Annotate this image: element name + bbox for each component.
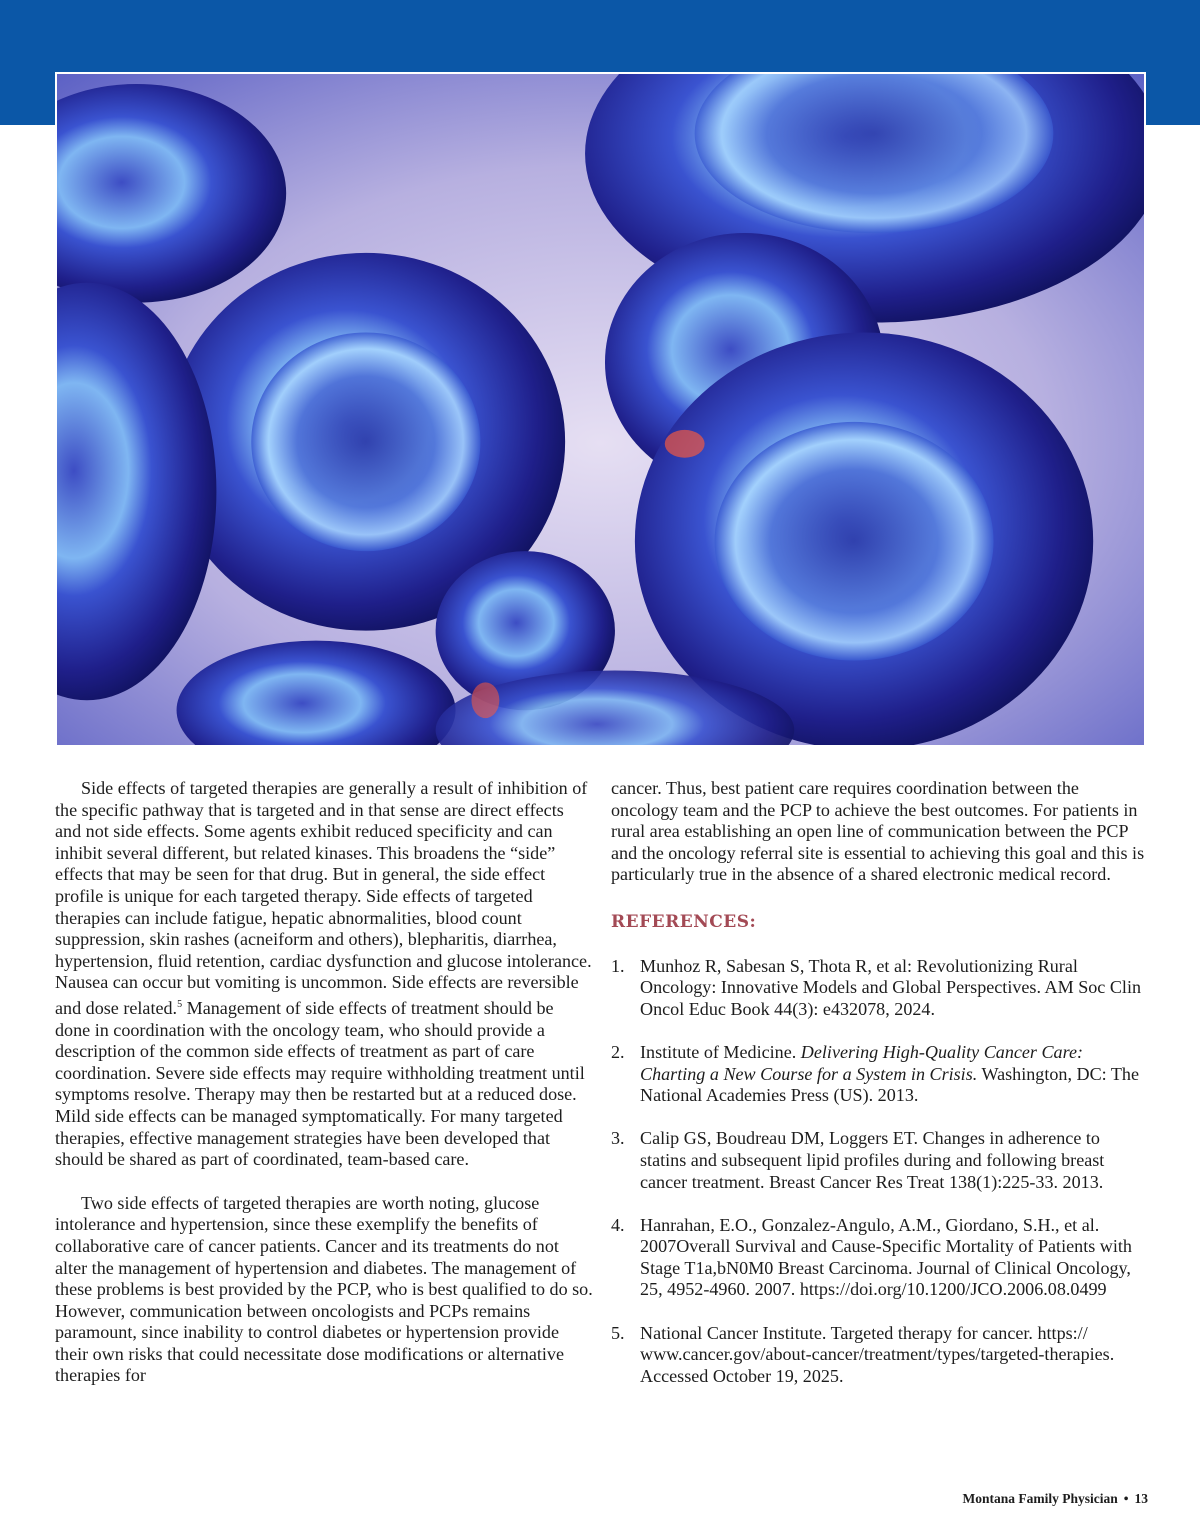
- left-column: [55, 778, 593, 1387]
- reference-item: 4. Hanrahan, E.O., Gonzalez-Angulo, A.M., Giordano, S.H., et al. 2007Overall Survival and Cause-Specific Mortality of Patients with Stage T1a,bN0M0 Breast Carcinoma. Journal of Clinical Oncology, 25, 4952-4960. 2007. https://doi.org/10.1200/JCO.2006.08.0499: [611, 1214, 1132, 1300]
- page-footer: [963, 1491, 1149, 1507]
- reference-item: 1. Munhoz R, Sabesan S, Thota R, et al: Revolutionizing Rural Oncology: Innovative Models and Global Perspectives. AM Soc Clin Oncol Educ Book 44(3): e432078, 2024.: [611, 955, 1142, 1019]
- footer-bullet: •: [1123, 1491, 1129, 1506]
- citation-superscript: 5: [177, 998, 183, 1010]
- body-paragraph-1-text: Side effects of targeted therapies are generally a result of inhibition of the specific pathway that is targeted and in that sense are direct effects and not side effects. Some agents exhibit reduced specificity and can inhibit several different, but related kinases. This broadens the “side” effects that may be seen for that drug. But in general, the side effect profile is unique for each targeted therapy. Side effects of targeted therapies can include fatigue, hepatic abnormalities, blood count suppression, skin rashes (acneiform and others), blepharitis, diarrhea, hypertension, fluid retention, cardiac dysfunction and glucose intolerance. Nausea can occur but vomiting is uncommon. Side effects are reversible and dose related.: [55, 778, 592, 1018]
- references-list: [611, 956, 1148, 1388]
- references-heading: REFERENCES:: [611, 911, 757, 932]
- publication-name: Montana Family Physician: [962, 1491, 1118, 1506]
- reference-item: 5. National Cancer Institute. Targeted therapy for cancer. https:// www.cancer.gov/about-cancer/treatment/types/targeted-therapies. Accessed October 19, 2025.: [611, 1322, 1115, 1386]
- cells-illustration-svg: [57, 74, 1144, 745]
- page-number: 13: [1134, 1491, 1148, 1506]
- body-paragraph-1-continued: Management of side effects of treatment should be done in coordination with the oncology team, who should provide a description of the common side effects of treatment as part of care coordination. Severe side effects may require withholding treatment until symptoms resolve. Therapy may then be restarted but at a reduced dose. Mild side effects can be managed symptomatically. For many targeted therapies, effective management strategies have been developed that should be shared as part of coordinated, team-based care.: [55, 997, 585, 1170]
- cells-photo: [55, 72, 1146, 747]
- right-column: [611, 778, 1148, 1409]
- reference-item: 3. Calip GS, Boudreau DM, Loggers ET. Changes in adherence to statins and subsequent lipid profiles during and following breast cancer treatment. Breast Cancer Res Treat 138(1):225-33. 2013.: [611, 1128, 1105, 1192]
- reference-item: 2. Institute of Medicine. Delivering High-Quality Cancer Care: Charting a New Course for a System in Crisis. Washington, DC: The National Academies Press (US). 2013.: [611, 1041, 1140, 1106]
- body-paragraph-2: Two side effects of targeted therapies are worth noting, glucose intolerance and hypertension, since these exemplify the benefits of collaborative care of cancer patients. Cancer and its treatments do not alter the management of hypertension and diabetes. The management of these problems is best provided by the PCP, who is best qualified to do so. However, communication between oncologists and PCPs remains paramount, since inability to control diabetes or hypertension provide their own risks that could necessitate dose modifications or alternative therapies for: [55, 1192, 593, 1386]
- body-paragraph-continued: cancer. Thus, best patient care requires coordination between the oncology team and the PCP to achieve the best outcomes. For patients in rural area establishing an open line of communication between the PCP and the oncology referral site is essential to achieving this goal and this is particularly true in the absence of a shared electronic medical record.: [611, 778, 1145, 885]
- body-paragraph-1: [55, 778, 593, 1171]
